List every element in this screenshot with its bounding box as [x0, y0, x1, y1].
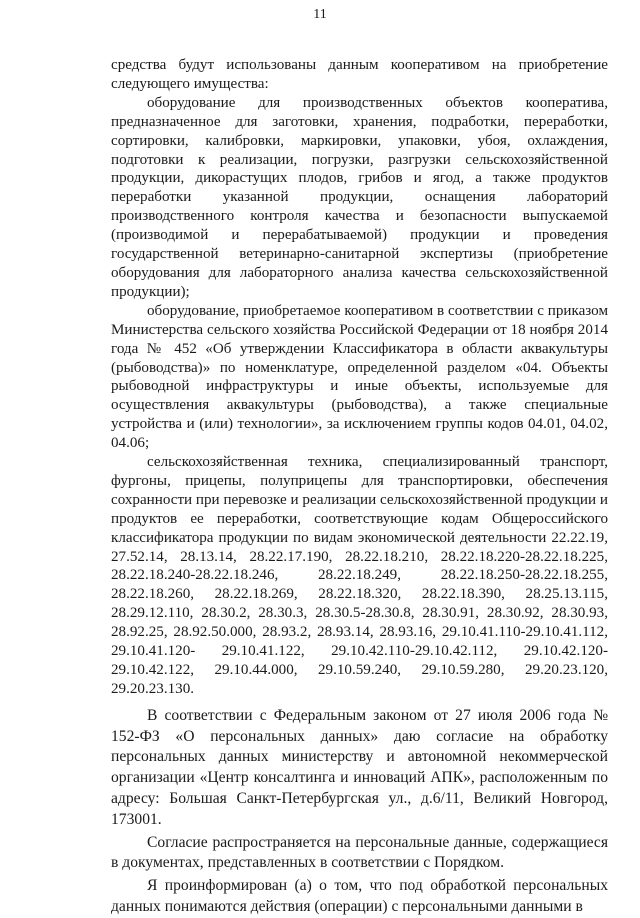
page-number: 11 — [313, 7, 327, 22]
paragraph-agricultural-machinery: сельскохозяйственная техника, специализированный транспорт, фургоны, прицепы, полуприцепы для транспортировки, обеспечения сохранности при перевозке и реализации сельскохозяйственной продукции и продуктов ее переработки, соответствующие кодам Общероссийского классификатора продукции по видам экономической деятельности 22.22.19, 27.52.14, 28.13.14, 28.22.17.190, 28.22.18.210, 28.22.18.220-28.22.18.225, 28.22.18.240-28.22.18.246, 28.22.18.249, 28.22.18.250-28.22.18.255, 28.22.18.260, 28.22.18.269, 28.22.18.320, 28.22.18.390, 28.25.13.115, 28.29.12.110, 28.30.2, 28.30.3, 28.30.5-28.30.8, 28.30.91, 28.30.92, 28.30.93, 28.92.25, 28.92.50.000, 28.93.2, 28.93.14, 28.93.16, 29.10.41.110-29.10.41.112, 29.10.41.120- 29.10.41.122, 29.10.42.110-29.10.42.112, 29.10.42.120-29.10.42.122, 29.10.44.000, 29.10.59.240, 29.10.59.280, 29.20.23.120, 29.20.23.130. — [111, 454, 608, 697]
document-body — [111, 56, 608, 918]
paragraph-personal-data-consent: В соответствии с Федеральным законом от 27 июля 2006 года № 152-ФЗ «О персональных данных» даю согласие на обработку персональных данных министерству и автономной некоммерческой организации «Центр консалтинга и инноваций АПК», расположенным по адресу: Большая Санкт-Петербургская ул., д.6/11, Великий Новгород, 173001. — [111, 706, 608, 828]
paragraph-equipment-aquaculture: оборудование, приобретаемое кооперативом в соответствии с приказом Министерства сельского хозяйства Российской Федерации от 18 ноября 2014 года № 452 «Об утверждении Классификатора в области аквакультуры (рыбоводства)» по номенклатуре, определенной разделом «04. Объекты рыбоводной инфраструктуры и иные объекты, используемые для осуществления аквакультуры (рыбоводства), а также специальные устройства и (или) технологии», за исключением группы кодов 04.01, 04.02, 04.06; — [111, 302, 608, 452]
paragraph-informed: Я проинформирован (а) о том, что под обработкой персональных данных понимаются действия (операции) с персональными данными в — [111, 877, 608, 915]
paragraph-intro: средства будут использованы данным кооперативом на приобретение следующего имущества: — [111, 57, 608, 92]
paragraph-equipment-production: оборудование для производственных объектов кооператива, предназначенное для заготовки, хранения, подработки, переработки, сортировки, калибровки, маркировки, упаковки, убоя, охлаждения, подготовки к реализации, погрузки, разгрузки сельскохозяйственной продукции, дикорастущих плодов, грибов и ягод, а также продуктов переработки указанной продукции, оснащения лабораторий производственного контроля качества и безопасности выпускаемой (производимой и перерабатываемой) продукции и проведения государственной ветеринарно-санитарной экспертизы (приобретение оборудования для лабораторного анализа качества сельскохозяйственной продукции); — [111, 94, 608, 300]
paragraph-consent-scope: Согласие распространяется на персональные данные, содержащиеся в документах, представленных в соответствии с Порядком. — [111, 833, 608, 872]
